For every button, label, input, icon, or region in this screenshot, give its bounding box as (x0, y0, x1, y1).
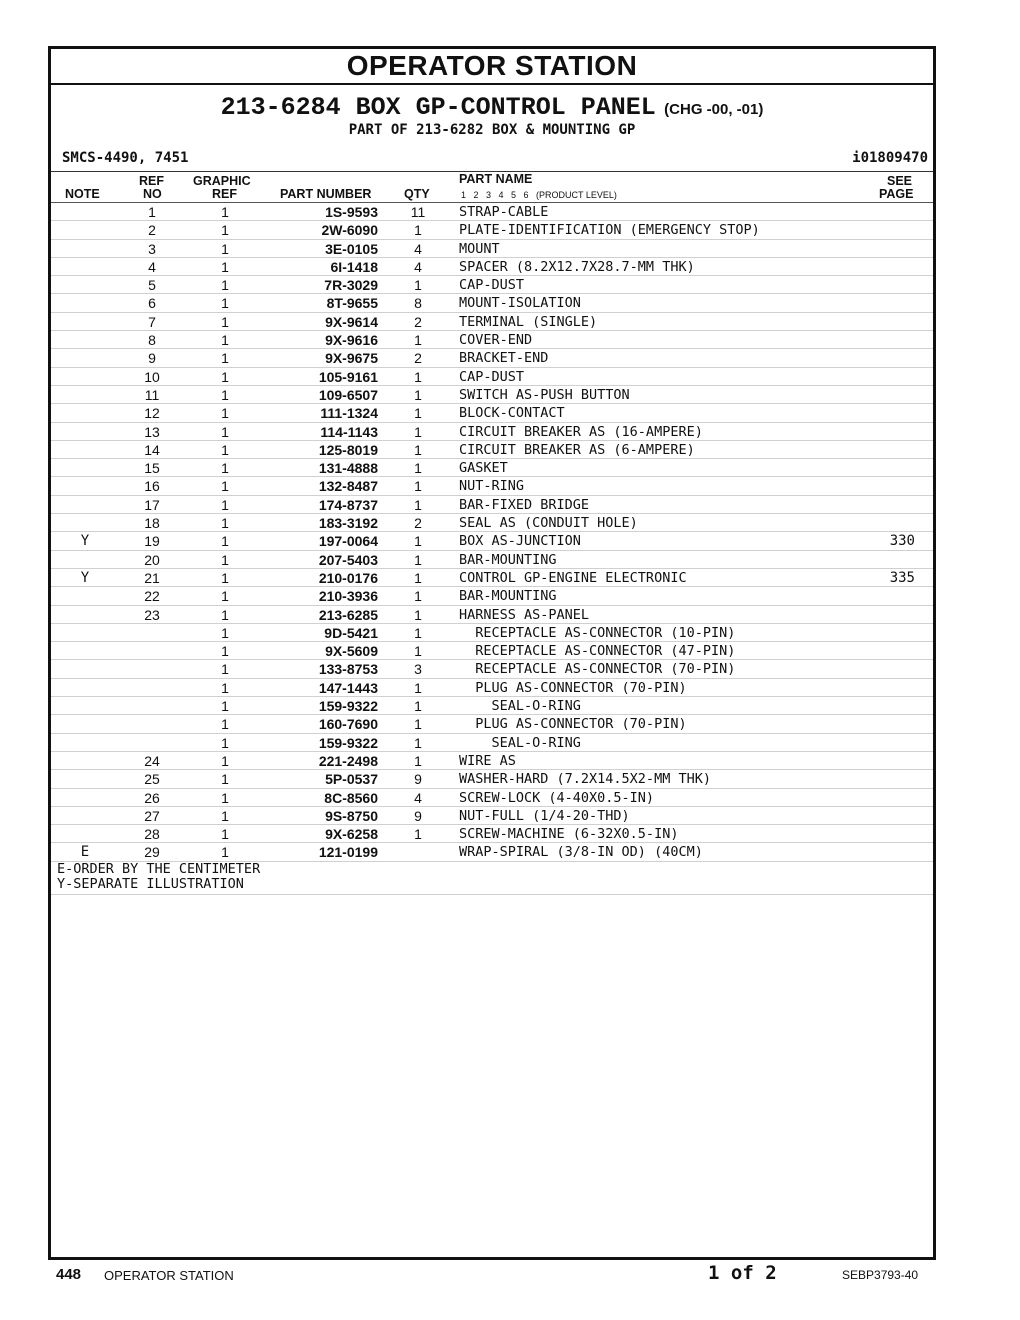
row-part-number: 114-1143 (320, 423, 378, 440)
row-part-name: RECEPTACLE AS-CONNECTOR (47-PIN) (459, 643, 736, 660)
col-ref-bottom: NO (143, 187, 162, 201)
row-part-name: CAP-DUST (459, 368, 525, 385)
row-part-number: 9X-5609 (325, 643, 378, 660)
row-ref-no: 1 (148, 204, 156, 220)
row-see-page: 330 (889, 533, 915, 550)
row-part-number: 159-9322 (318, 734, 378, 751)
table-row (51, 734, 933, 752)
row-graphic-ref: 1 (221, 460, 229, 477)
row-ref-no: 14 (144, 441, 160, 458)
row-part-number: 159-9322 (318, 698, 378, 715)
row-graphic-ref: 1 (221, 752, 229, 769)
row-part-name: STRAP-CABLE (459, 204, 549, 220)
row-qty: 1 (414, 478, 422, 495)
row-note: E (80, 844, 90, 861)
col-part-name: PART NAME (459, 172, 533, 186)
row-part-name: BAR-MOUNTING (459, 551, 557, 568)
row-ref-no: 20 (144, 551, 160, 568)
table-row (51, 441, 933, 459)
table-row (51, 331, 933, 349)
row-ref-no: 18 (144, 515, 160, 532)
row-part-number: 210-3936 (318, 588, 378, 605)
table-row (51, 386, 933, 404)
row-part-number: 8T-9655 (326, 295, 378, 312)
row-qty: 1 (414, 222, 422, 239)
row-ref-no: 6 (148, 295, 156, 312)
table-row (51, 825, 933, 843)
row-qty: 1 (414, 624, 422, 641)
row-qty: 1 (414, 643, 422, 660)
row-part-number: 183-3192 (318, 515, 378, 532)
row-graphic-ref: 1 (221, 771, 229, 788)
row-part-name: CONTROL GP-ENGINE ELECTRONIC (459, 569, 687, 586)
row-part-name: WASHER-HARD (7.2X14.5X2-MM THK) (459, 771, 711, 788)
row-qty: 4 (414, 240, 422, 257)
row-ref-no: 25 (144, 771, 160, 788)
row-note: Y (80, 533, 90, 550)
row-part-name: SCREW-LOCK (4-40X0.5-IN) (459, 789, 655, 806)
row-part-number: 7R-3029 (324, 277, 378, 294)
row-graphic-ref: 1 (221, 624, 229, 641)
table-row (51, 642, 933, 660)
col-qty: QTY (404, 187, 430, 201)
row-qty: 2 (414, 350, 422, 367)
row-graphic-ref: 1 (221, 789, 229, 806)
page-frame (48, 46, 936, 1260)
row-graphic-ref: 1 (221, 515, 229, 532)
table-row (51, 843, 933, 861)
row-ref-no: 2 (148, 222, 156, 239)
row-see-page: 335 (889, 569, 915, 586)
page-title: OPERATOR STATION (51, 49, 933, 85)
footer-section: OPERATOR STATION (104, 1268, 234, 1283)
row-part-name: MOUNT-ISOLATION (459, 295, 581, 312)
row-part-number: 9X-9675 (325, 350, 378, 367)
row-ref-no: 11 (144, 386, 160, 403)
row-part-number: 8C-8560 (324, 789, 378, 806)
table-row (51, 368, 933, 386)
row-graphic-ref: 1 (221, 569, 229, 586)
row-graphic-ref: 1 (221, 204, 229, 220)
row-part-name: BAR-FIXED BRIDGE (459, 496, 590, 513)
row-part-name: BAR-MOUNTING (459, 588, 557, 605)
row-qty: 1 (414, 734, 422, 751)
row-qty: 1 (414, 826, 422, 843)
row-part-name: CIRCUIT BREAKER AS (6-AMPERE) (459, 441, 695, 458)
note-y: Y-SEPARATE ILLUSTRATION (57, 876, 244, 893)
table-row (51, 404, 933, 422)
row-ref-no: 26 (144, 789, 160, 806)
table-row (51, 276, 933, 294)
row-ref-no: 22 (144, 588, 160, 605)
table-row (51, 606, 933, 624)
table-row (51, 752, 933, 770)
row-part-name: MOUNT (459, 240, 500, 257)
table-row (51, 459, 933, 477)
row-part-name: GASKET (459, 460, 508, 477)
row-part-number: 174-8737 (318, 496, 378, 513)
row-ref-no: 28 (144, 826, 160, 843)
table-row (51, 294, 933, 312)
row-part-number: 111-1324 (320, 405, 378, 422)
change-level: (CHG -00, -01) (664, 101, 764, 118)
row-qty: 9 (414, 807, 422, 824)
row-qty: 1 (414, 368, 422, 385)
part-of-line: PART OF 213-6282 BOX & MOUNTING GP (348, 122, 636, 138)
row-ref-no: 13 (144, 423, 160, 440)
row-part-number: 9X-6258 (325, 826, 378, 843)
row-graphic-ref: 1 (221, 405, 229, 422)
row-graphic-ref: 1 (221, 826, 229, 843)
row-part-number: 210-0176 (318, 569, 378, 586)
row-qty: 1 (414, 277, 422, 294)
row-part-number: 213-6285 (318, 606, 378, 623)
table-row (51, 789, 933, 807)
table-row (51, 313, 933, 331)
parts-table (51, 203, 933, 862)
table-row (51, 697, 933, 715)
col-product-level: 1 2 3 4 5 6 (PRODUCT LEVEL) (461, 190, 617, 200)
row-qty: 1 (414, 332, 422, 349)
row-part-name: SCREW-MACHINE (6-32X0.5-IN) (459, 826, 679, 843)
table-row (51, 496, 933, 514)
table-row (51, 624, 933, 642)
row-graphic-ref: 1 (221, 533, 229, 550)
row-ref-no: 15 (144, 460, 160, 477)
row-part-name: PLUG AS-CONNECTOR (70-PIN) (459, 679, 687, 696)
row-qty: 1 (414, 386, 422, 403)
row-graphic-ref: 1 (221, 734, 229, 751)
row-graphic-ref: 1 (221, 295, 229, 312)
row-graphic-ref: 1 (221, 478, 229, 495)
row-part-name: SWITCH AS-PUSH BUTTON (459, 386, 630, 403)
row-graphic-ref: 1 (221, 496, 229, 513)
meta-line (51, 147, 933, 169)
row-part-name: SEAL AS (CONDUIT HOLE) (459, 515, 638, 532)
row-part-number: 6I-1418 (330, 258, 378, 275)
row-qty: 2 (414, 313, 422, 330)
row-graphic-ref: 1 (221, 222, 229, 239)
table-row (51, 423, 933, 441)
row-part-number: 5P-0537 (325, 771, 378, 788)
row-part-number: 9X-9614 (325, 313, 378, 330)
table-row (51, 679, 933, 697)
row-part-name: NUT-FULL (1/4-20-THD) (459, 807, 630, 824)
row-graphic-ref: 1 (221, 313, 229, 330)
row-ref-no: 29 (144, 844, 160, 861)
row-part-name: WIRE AS (459, 752, 516, 769)
row-qty: 2 (414, 515, 422, 532)
row-qty: 4 (414, 789, 422, 806)
row-part-number: 3E-0105 (325, 240, 378, 257)
row-part-name: SPACER (8.2X12.7X28.7-MM THK) (459, 258, 695, 275)
col-ref-top: REF (139, 174, 164, 188)
col-graphic-top: GRAPHIC (193, 174, 251, 188)
col-part-number: PART NUMBER (280, 187, 372, 201)
row-graphic-ref: 1 (221, 661, 229, 678)
part-title-line (51, 95, 933, 121)
row-qty: 1 (414, 679, 422, 696)
table-row (51, 532, 933, 550)
table-row (51, 349, 933, 367)
row-ref-no: 10 (144, 368, 160, 385)
row-part-number: 133-8753 (318, 661, 378, 678)
row-part-number: 125-8019 (318, 441, 378, 458)
illustration-id: i01809470 (852, 150, 928, 166)
row-qty: 8 (414, 295, 422, 312)
row-part-name: CIRCUIT BREAKER AS (16-AMPERE) (459, 423, 703, 440)
row-part-number: 207-5403 (318, 551, 378, 568)
row-ref-no: 21 (144, 569, 160, 586)
table-row (51, 770, 933, 788)
row-part-name: PLUG AS-CONNECTOR (70-PIN) (459, 716, 687, 733)
smcs-code: SMCS-4490, 7451 (62, 150, 189, 166)
row-qty: 1 (414, 752, 422, 769)
table-row (51, 569, 933, 587)
row-ref-no: 3 (148, 240, 156, 257)
col-graphic-bottom: REF (212, 187, 237, 201)
row-part-name: SEAL-O-RING (459, 734, 581, 751)
row-ref-no: 16 (144, 478, 160, 495)
note-e: E-ORDER BY THE CENTIMETER (57, 860, 261, 877)
row-part-number: 9S-8750 (325, 807, 378, 824)
page-footer (0, 1262, 1020, 1288)
table-row (51, 477, 933, 495)
table-row (51, 203, 933, 221)
row-part-number: 160-7690 (318, 716, 378, 733)
row-ref-no: 23 (144, 606, 160, 623)
row-ref-no: 4 (148, 258, 156, 275)
row-part-name: WRAP-SPIRAL (3/8-IN OD) (40CM) (459, 844, 703, 861)
row-qty: 1 (414, 698, 422, 715)
row-part-name: CAP-DUST (459, 277, 525, 294)
row-graphic-ref: 1 (221, 332, 229, 349)
row-graphic-ref: 1 (221, 679, 229, 696)
table-row (51, 715, 933, 733)
row-part-number: 9D-5421 (324, 624, 378, 641)
row-part-name: TERMINAL (SINGLE) (459, 313, 598, 330)
row-graphic-ref: 1 (221, 386, 229, 403)
row-graphic-ref: 1 (221, 441, 229, 458)
column-headers (51, 172, 933, 203)
row-qty: 11 (410, 204, 426, 220)
row-part-number: 1S-9593 (325, 204, 378, 220)
row-qty: 1 (414, 441, 422, 458)
row-qty: 1 (414, 606, 422, 623)
row-part-name: BOX AS-JUNCTION (459, 533, 581, 550)
row-part-name: COVER-END (459, 332, 533, 349)
notes-legend (51, 862, 933, 895)
row-graphic-ref: 1 (221, 606, 229, 623)
row-ref-no: 5 (148, 277, 156, 294)
table-row (51, 240, 933, 258)
row-graphic-ref: 1 (221, 368, 229, 385)
table-row (51, 221, 933, 239)
row-part-name: RECEPTACLE AS-CONNECTOR (10-PIN) (459, 624, 736, 641)
row-graphic-ref: 1 (221, 258, 229, 275)
row-ref-no: 17 (144, 496, 160, 513)
table-row (51, 514, 933, 532)
row-part-number: 9X-9616 (325, 332, 378, 349)
row-part-number: 147-1443 (318, 679, 378, 696)
table-row (51, 258, 933, 276)
row-part-name: PLATE-IDENTIFICATION (EMERGENCY STOP) (459, 222, 760, 239)
row-part-name: RECEPTACLE AS-CONNECTOR (70-PIN) (459, 661, 736, 678)
row-part-number: 121-0199 (318, 844, 378, 861)
row-part-number: 197-0064 (318, 533, 378, 550)
col-see-top: SEE (887, 174, 913, 188)
footer-doc-id: SEBP3793-40 (842, 1268, 919, 1282)
row-qty: 1 (414, 460, 422, 477)
row-ref-no: 19 (144, 533, 160, 550)
row-part-number: 131-4888 (318, 460, 378, 477)
footer-sheet: 1 of 2 (708, 1262, 777, 1284)
row-ref-no: 9 (148, 350, 156, 367)
row-graphic-ref: 1 (221, 807, 229, 824)
row-qty: 1 (414, 533, 422, 550)
row-qty: 3 (414, 661, 422, 678)
row-graphic-ref: 1 (221, 277, 229, 294)
row-graphic-ref: 1 (221, 588, 229, 605)
row-qty: 1 (414, 588, 422, 605)
table-row (51, 587, 933, 605)
row-part-name: NUT-RING (459, 478, 525, 495)
row-graphic-ref: 1 (221, 350, 229, 367)
row-part-number: 109-6507 (318, 386, 378, 403)
row-graphic-ref: 1 (221, 423, 229, 440)
row-part-number: 221-2498 (318, 752, 378, 769)
row-part-name: SEAL-O-RING (459, 698, 581, 715)
row-ref-no: 8 (148, 332, 156, 349)
row-graphic-ref: 1 (221, 844, 229, 861)
row-qty: 1 (414, 569, 422, 586)
row-qty: 1 (414, 423, 422, 440)
col-note: NOTE (65, 187, 100, 201)
row-part-number: 132-8487 (318, 478, 378, 495)
row-ref-no: 24 (144, 752, 160, 769)
table-row (51, 807, 933, 825)
table-row (51, 660, 933, 678)
row-part-number: 105-9161 (318, 368, 378, 385)
row-qty: 9 (414, 771, 422, 788)
row-graphic-ref: 1 (221, 551, 229, 568)
row-part-number: 2W-6090 (321, 222, 378, 239)
row-graphic-ref: 1 (221, 698, 229, 715)
row-graphic-ref: 1 (221, 240, 229, 257)
row-ref-no: 12 (144, 405, 160, 422)
row-qty: 1 (414, 551, 422, 568)
row-ref-no: 27 (144, 807, 160, 824)
row-note: Y (80, 569, 90, 586)
row-qty: 1 (414, 716, 422, 733)
row-part-name: HARNESS AS-PANEL (459, 606, 590, 623)
part-title: 213-6284 BOX GP-CONTROL PANEL (220, 93, 656, 122)
row-graphic-ref: 1 (221, 643, 229, 660)
row-part-name: BLOCK-CONTACT (459, 405, 565, 422)
row-part-name: BRACKET-END (459, 350, 549, 367)
footer-page-number: 448 (56, 1266, 82, 1283)
row-qty: 1 (414, 405, 422, 422)
row-qty: 4 (414, 258, 422, 275)
row-ref-no: 7 (148, 313, 156, 330)
row-qty: 1 (414, 496, 422, 513)
row-graphic-ref: 1 (221, 716, 229, 733)
col-see-bottom: PAGE (879, 187, 914, 201)
table-row (51, 551, 933, 569)
